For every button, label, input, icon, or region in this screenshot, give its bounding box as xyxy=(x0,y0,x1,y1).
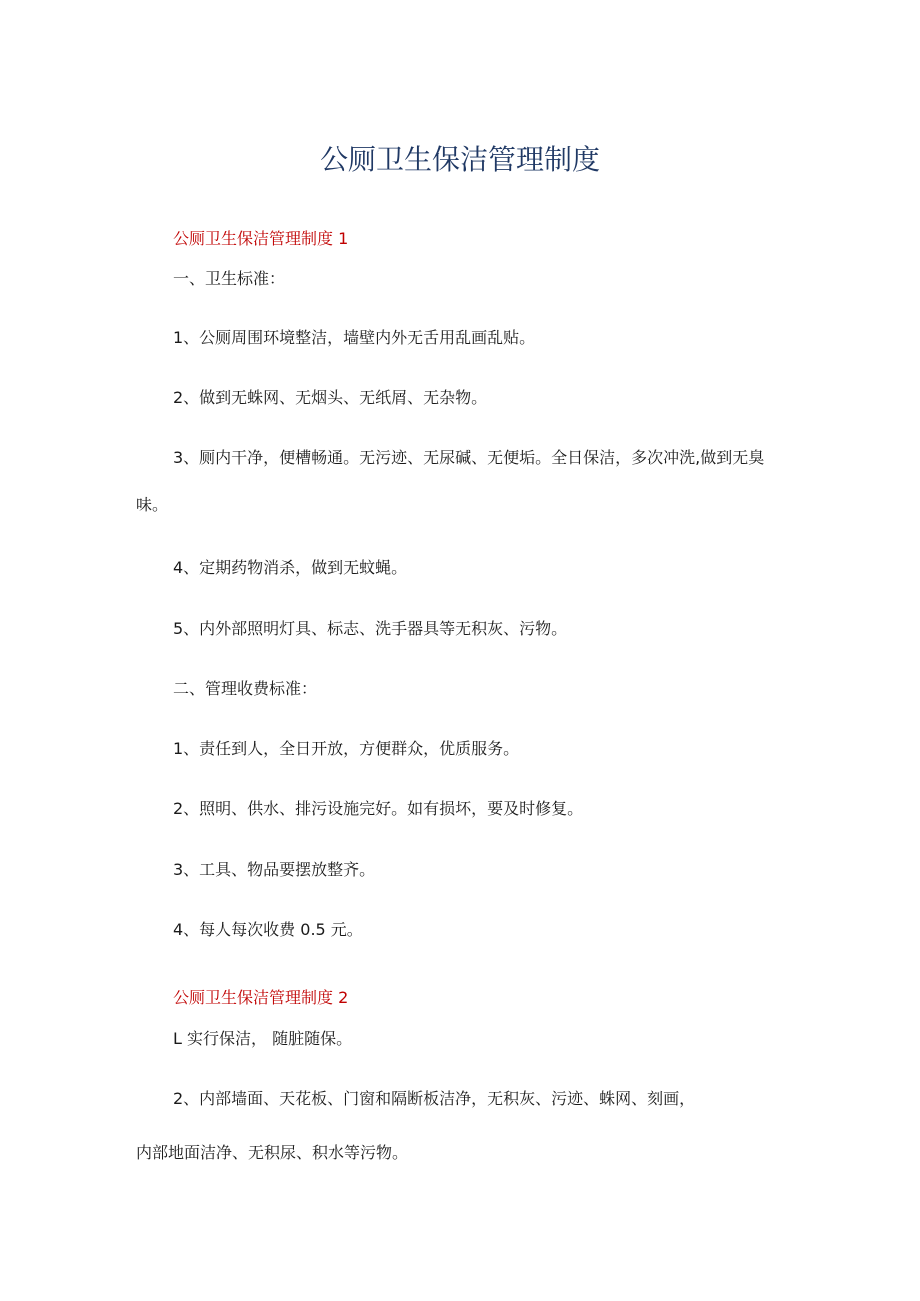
section-2-item-2: 2、内部墙面、天花板、门窗和隔断板洁净，无积灰、污迹、蛛网、刻画， xyxy=(173,1089,696,1108)
section-1-fee-4: 4、每人每次收费 0.5 元。 xyxy=(173,920,363,939)
section-1-fee-2: 2、照明、供水、排污设施完好。如有损坏，要及时修复。 xyxy=(173,799,584,818)
section-1-fee-3: 3、工具、物品要摆放整齐。 xyxy=(173,860,376,879)
section-1-item-2: 2、做到无蛛网、无烟头、无纸屑、无杂物。 xyxy=(173,388,488,407)
section-1-part-1-title: 一、卫生标准： xyxy=(173,269,286,288)
section-2-item-2-continuation: 内部地面洁净、无积尿、积水等污物。 xyxy=(136,1143,409,1162)
section-2-item-1: L 实行保洁， 随脏随保。 xyxy=(173,1029,353,1048)
section-1-item-5: 5、内外部照明灯具、标志、洗手器具等无积灰、污物。 xyxy=(173,619,568,638)
section-1-fee-1: 1、责任到人，全日开放，方便群众，优质服务。 xyxy=(173,739,520,758)
section-1-item-1: 1、公厕周围环境整洁，墙壁内外无舌用乱画乱贴。 xyxy=(173,328,536,347)
document-title: 公厕卫生保洁管理制度 xyxy=(319,143,600,176)
section-1-part-2-title: 二、管理收费标准： xyxy=(173,679,318,698)
section-2-heading: 公厕卫生保洁管理制度 2 xyxy=(173,988,349,1007)
section-1-heading: 公厕卫生保洁管理制度 1 xyxy=(173,229,349,248)
section-1-item-3: 3、厕内干净，便槽畅通。无污迹、无尿碱、无便垢。全日保洁，多次冲洗,做到无臭味。 xyxy=(136,448,765,514)
section-1-item-4: 4、定期药物消杀，做到无蚊蝇。 xyxy=(173,558,408,577)
